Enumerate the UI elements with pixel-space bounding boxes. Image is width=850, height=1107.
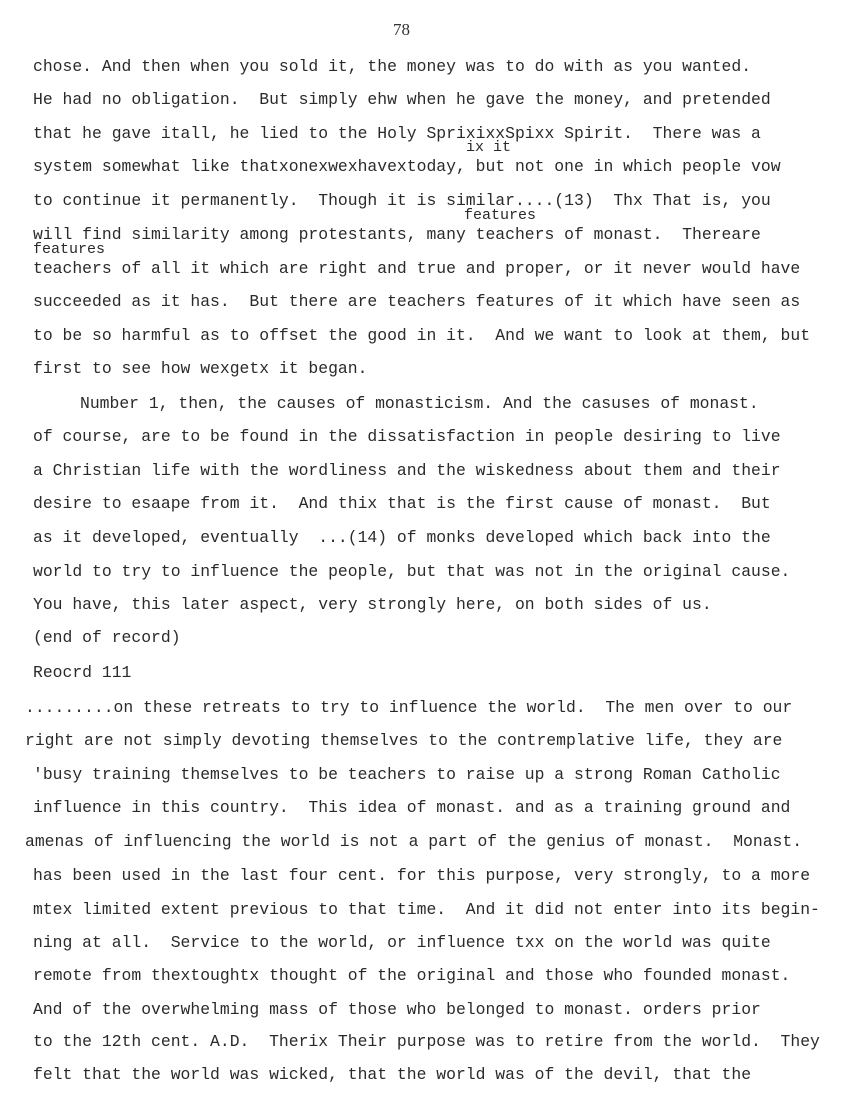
text-line: right are not simply devoting themselves to the contremplative life, they are <box>25 731 783 750</box>
text-line: chose. And then when you sold it, the money was to do with as you wanted. <box>33 57 752 76</box>
text-line: succeeded as it has. But there are teachers features of it which have seen as <box>33 292 801 311</box>
text-line: to the 12th cent. A.D. Therix Their purpose was to retire from the world. They <box>33 1032 820 1051</box>
text-line: a Christian life with the wordliness and the wiskedness about them and their <box>33 461 781 480</box>
text-line: ning at all. Service to the world, or influence txx on the world was quite <box>33 933 771 952</box>
page-number: 78 <box>393 20 410 39</box>
text-line: desire to esaape from it. And thix that is the first cause of monast. But <box>33 494 771 513</box>
interlinear-insertion: features <box>464 207 537 224</box>
text-line: mtex limited extent previous to that time. And it did not enter into its begin- <box>33 900 820 919</box>
text-line: .........on these retreats to try to influence the world. The men over to our <box>25 698 793 717</box>
interlinear-insertion: ix it <box>466 139 512 156</box>
text-line: teachers of all it which are right and true and proper, or it never would have <box>33 259 801 278</box>
text-line: (end of record) <box>33 628 181 647</box>
text-line: He had no obligation. But simply ehw when he gave the money, and pretended <box>33 90 771 109</box>
text-line: Reocrd 111 <box>33 663 132 682</box>
text-line: to continue it permanently. Though it is similar....(13) Thx That is, you <box>33 191 771 210</box>
text-line: that he gave itall, he lied to the Holy SprixixxSpixx Spirit. There was a <box>33 124 761 143</box>
text-line: of course, are to be found in the dissatisfaction in people desiring to live <box>33 427 781 446</box>
text-line: Number 1, then, the causes of monasticism. And the casuses of monast. <box>80 394 759 413</box>
text-line: world to try to influence the people, but that was not in the original cause. <box>33 562 791 581</box>
interlinear-insertion: features <box>33 241 106 258</box>
text-line: to be so harmful as to offset the good in it. And we want to look at them, but <box>33 326 811 345</box>
text-line: amenas of influencing the world is not a part of the genius of monast. Monast. <box>25 832 803 851</box>
text-line: You have, this later aspect, very strongly here, on both sides of us. <box>33 595 712 614</box>
text-line: has been used in the last four cent. for this purpose, very strongly, to a more <box>33 866 811 885</box>
text-line: influence in this country. This idea of monast. and as a training ground and <box>33 798 791 817</box>
text-line: felt that the world was wicked, that the world was of the devil, that the <box>33 1065 752 1084</box>
text-line: And of the overwhelming mass of those who belonged to monast. orders prior <box>33 1000 761 1019</box>
text-line: remote from thextoughtx thought of the original and those who founded monast. <box>33 966 791 985</box>
text-line: first to see how wexgetx it began. <box>33 359 368 378</box>
text-line: system somewhat like thatxonexwexhavextoday, but not one in which people vow <box>33 157 781 176</box>
text-line: as it developed, eventually ...(14) of monks developed which back into the <box>33 528 771 547</box>
text-line: 'busy training themselves to be teachers to raise up a strong Roman Catholic <box>33 765 781 784</box>
text-line: will find similarity among protestants, many teachers of monast. Thereare <box>33 225 761 244</box>
